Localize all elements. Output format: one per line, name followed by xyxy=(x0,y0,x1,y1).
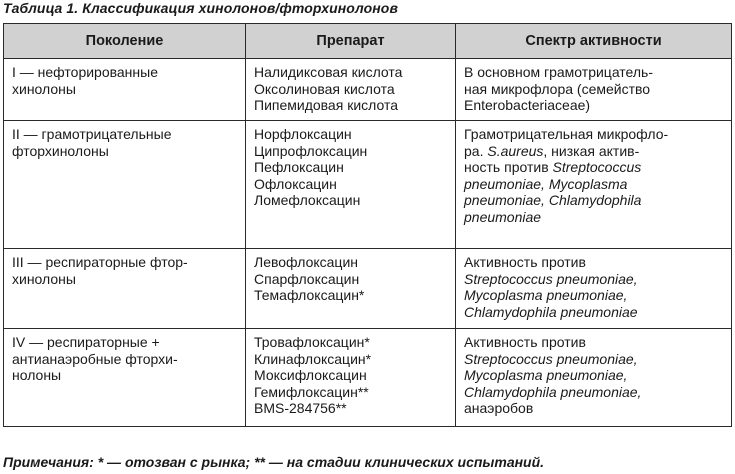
drug-cell xyxy=(246,121,456,249)
generation-line: нолоны xyxy=(12,367,62,384)
generation-cell xyxy=(4,59,246,121)
spectrum-line: ная микрофлора (семейство xyxy=(464,80,651,97)
generation-line: антианаэробные фторхи- xyxy=(12,350,178,367)
table-row xyxy=(4,329,732,427)
organism-line: pneumoniae, Chlamydophila xyxy=(464,192,642,209)
spectrum-text: , низкая актив- xyxy=(543,142,640,159)
spectrum-line: Активность против xyxy=(464,334,586,350)
drug-name: Моксифлоксацин xyxy=(254,367,367,384)
drug-name: Пефлоксацин xyxy=(254,159,344,176)
drug-name: Норфлоксацин xyxy=(254,126,352,142)
spectrum-cell xyxy=(456,329,732,427)
generation-line: I — нефторированные xyxy=(12,64,158,80)
header-drug: Препарат xyxy=(246,24,456,59)
drug-name: Темафлоксацин* xyxy=(254,287,365,304)
organism-line: Chlamydophila pneumoniae xyxy=(464,303,638,320)
organism-name: S.aureus xyxy=(487,142,544,159)
drug-cell xyxy=(246,59,456,121)
header-generation: Поколение xyxy=(4,24,246,59)
table-caption: Таблица 1. Классификация хинолонов/фторхинолонов xyxy=(3,0,398,16)
generation-line: IV — респираторные + xyxy=(12,334,160,350)
table-footnote: Примечания: * — отозван с рынка; ** — на стадии клинических испытаний. xyxy=(3,454,545,470)
drug-name: Тровафлоксацин* xyxy=(254,334,370,350)
drug-cell xyxy=(246,329,456,427)
drug-name: Гемифлоксацин** xyxy=(254,383,369,400)
drug-name: BMS-284756** xyxy=(254,400,347,417)
spectrum-line: анаэробов xyxy=(464,400,534,417)
generation-line: II — грамотрицательные xyxy=(12,126,172,142)
table-row xyxy=(4,59,732,121)
drug-name: Спарфлоксацин xyxy=(254,270,360,287)
spectrum-text: ра. xyxy=(464,142,484,159)
drug-name: Налидиксовая кислота xyxy=(254,64,403,80)
generation-line: III — респираторные фтор- xyxy=(12,254,188,270)
drug-name: Офлоксацин xyxy=(254,175,337,192)
organism-line: pneumoniae, Mycoplasma xyxy=(464,175,628,192)
generation-cell xyxy=(4,329,246,427)
organism-line: Chlamydophila pneumoniae, xyxy=(464,383,642,400)
drug-name: Пипемидовая кислота xyxy=(254,97,398,114)
spectrum-text: ность против xyxy=(464,159,549,176)
table-row xyxy=(4,121,732,249)
header-spectrum: Спектр активности xyxy=(456,24,732,59)
drug-name: Левофлоксацин xyxy=(254,254,359,270)
generation-line: хинолоны xyxy=(12,80,76,97)
quinolone-classification-table xyxy=(3,23,732,427)
organism-line: Streptococcus pneumoniae, xyxy=(464,350,638,367)
organism-line: pneumoniae xyxy=(464,208,542,225)
spectrum-cell xyxy=(456,121,732,249)
spectrum-cell xyxy=(456,249,732,329)
drug-name: Оксолиновая кислота xyxy=(254,80,395,97)
generation-line: хинолоны xyxy=(12,270,76,287)
organism-line: Mycoplasma pneumoniae, xyxy=(464,367,628,384)
generation-line: фторхинолоны xyxy=(12,142,109,159)
organism-line: Streptococcus pneumoniae, xyxy=(464,270,638,287)
organism-name: Streptococcus xyxy=(552,159,642,176)
drug-name: Клинафлоксацин* xyxy=(254,350,372,367)
drug-cell xyxy=(246,249,456,329)
table-row xyxy=(4,249,732,329)
spectrum-line: Грамотрицательная микрофло- xyxy=(464,126,669,142)
table-header-row xyxy=(4,24,732,59)
generation-cell xyxy=(4,249,246,329)
spectrum-cell xyxy=(456,59,732,121)
generation-cell xyxy=(4,121,246,249)
spectrum-line: Enterobacteriaceae) xyxy=(464,97,591,114)
spectrum-line: В основном грамотрицатель- xyxy=(464,64,653,80)
drug-name: Ципрофлоксацин xyxy=(254,142,368,159)
organism-line: Mycoplasma pneumoniae, xyxy=(464,287,628,304)
spectrum-line xyxy=(464,143,723,160)
spectrum-line xyxy=(464,159,723,176)
spectrum-line: Активность против xyxy=(464,254,586,270)
drug-name: Ломефлоксацин xyxy=(254,192,361,209)
